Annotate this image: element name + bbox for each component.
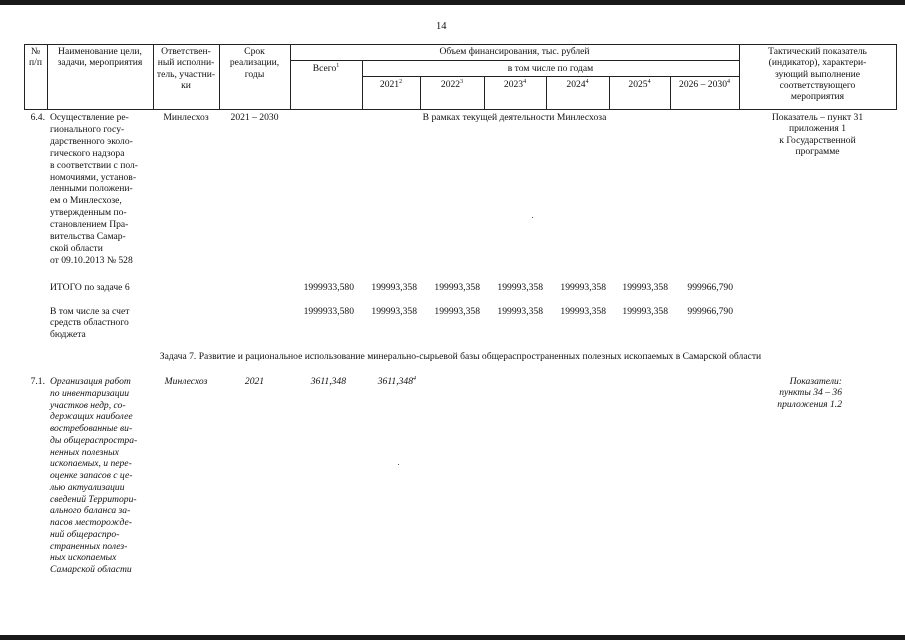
- regional-budget-value: 1999933,580: [303, 306, 354, 317]
- row-6-4-term: 2021 – 2030: [230, 112, 279, 123]
- task-7-title: Задача 7. Развитие и рациональное использование минерально-сырьевой базы общераспространенных полезных ископаемых в Самарской области: [159, 351, 762, 362]
- row-7-1-executor: Минлесхоз: [164, 376, 208, 387]
- total-task-6-value: 1999933,580: [303, 282, 354, 293]
- total-task-6-value: 199993,358: [560, 282, 606, 293]
- regional-budget-value: 999966,790: [687, 306, 733, 317]
- regional-budget-value: 199993,358: [560, 306, 606, 317]
- header-year-2023: 2023$^4$: [503, 79, 527, 90]
- row-7-1-indicator: Показатели: пункты 34 – 36 приложения 1.2: [777, 376, 842, 410]
- header-year-2025: 2025$^4$: [628, 79, 651, 90]
- funding-header-divider: [290, 60, 739, 61]
- total-task-6-value: 999966,790: [687, 282, 733, 293]
- row-7-1-number: 7.1.: [30, 376, 45, 387]
- scan-bottom-border: [0, 635, 905, 640]
- row-7-1-2021: 3611,348$^4$: [377, 376, 416, 387]
- total-task-6-value: 199993,358: [434, 282, 480, 293]
- scan-speck: [398, 464, 399, 465]
- row-6-4-funding-text: В рамках текущей деятельности Минлесхоза: [422, 112, 607, 123]
- page-number: 14: [436, 21, 447, 32]
- header-year-2022: 2022$^3$: [440, 79, 464, 90]
- scan-top-border: [0, 0, 905, 5]
- total-task-6-value: 199993,358: [371, 282, 417, 293]
- regional-budget-value: 199993,358: [434, 306, 480, 317]
- regional-budget-value: 199993,358: [371, 306, 417, 317]
- header-year-2024: 2024$^4$: [566, 79, 589, 90]
- row-6-4-number: 6.4.: [30, 112, 45, 123]
- years-header-divider: [362, 76, 739, 77]
- header-year-2026-2030: 2026 – 2030$^4$: [679, 79, 730, 90]
- total-task-6-label: ИТОГО по задаче 6: [50, 282, 130, 293]
- header-by-years: в том числе по годам: [507, 63, 594, 74]
- scan-speck: [532, 217, 533, 218]
- regional-budget-value: 199993,358: [622, 306, 668, 317]
- header-term: Срок реализации, годы: [229, 46, 280, 80]
- total-task-6-value: 199993,358: [497, 282, 543, 293]
- regional-budget-value: 199993,358: [497, 306, 543, 317]
- row-6-4-indicator: Показатель – пункт 31 приложения 1 к Государственной программе: [771, 112, 864, 157]
- row-6-4-name: Осуществление ре- гионального госу- дарственного эколо- гического надзора в соответствии с пол- номочиями, установ- ленными положени- ем о Минлесхозе, утвержденным по- становлением Пра- вительства Самар- ской области от 09.10.2013 № 528: [50, 112, 138, 266]
- row-7-1-total: 3611,348: [310, 376, 346, 387]
- row-7-1-name: Организация работ по инвентаризации участков недр, со- держащих наиболее востребованные ви- ды общераспростра- ненных полезных ископаемых, и пере- оценке запасов с це- лью актуализации сведений Территори- ального баланса за- пасов месторожде- ний общераспро- страненных полез- ных ископаемых Самарской области: [50, 376, 138, 575]
- regional-budget-label: В том числе за счет средств областного бюджета: [50, 306, 130, 340]
- col-border: [896, 44, 897, 110]
- header-name: Наименование цели, задачи, мероприятия: [57, 46, 143, 69]
- header-total: Всего$^1$: [312, 63, 340, 74]
- total-task-6-value: 199993,358: [622, 282, 668, 293]
- header-bottom-border: [24, 109, 897, 110]
- header-num: № п/п: [29, 46, 42, 69]
- row-6-4-executor: Минлесхоз: [163, 112, 209, 123]
- header-funding: Объем финансирования, тыс. рублей: [439, 46, 590, 57]
- table-top-border: [24, 44, 897, 45]
- header-year-2021: 2021$^2$: [379, 79, 403, 90]
- header-indicator: Тактический показатель (индикатор), характери- зующий выполнение соответствующего мероприятия: [768, 46, 867, 103]
- header-executor: Ответствен- ный исполни- тель, участни- ки: [156, 46, 216, 91]
- row-7-1-term: 2021: [244, 376, 265, 387]
